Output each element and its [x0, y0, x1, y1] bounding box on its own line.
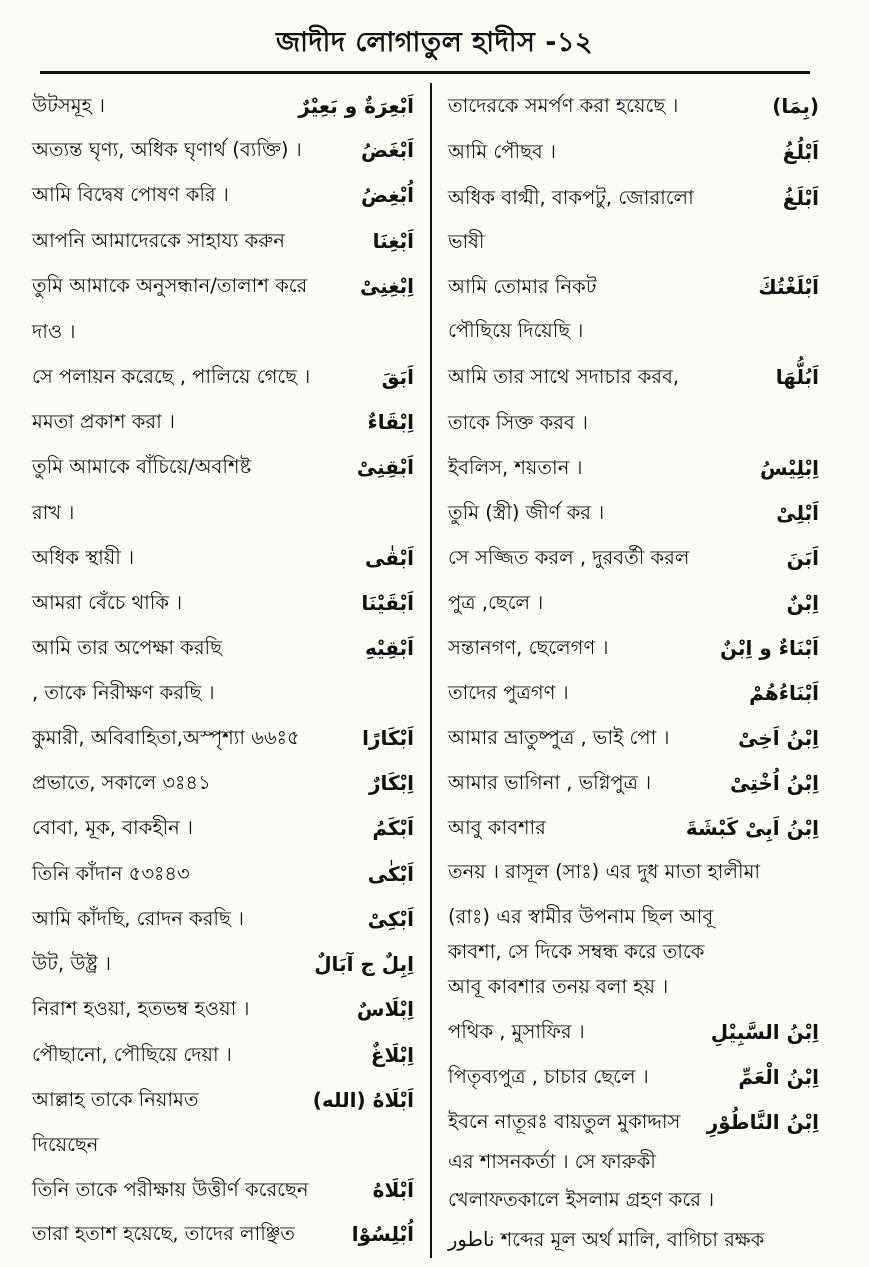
entry-row	[432, 628, 869, 668]
entry-row	[432, 267, 869, 307]
arabic-headword: اَبْقَيْنَا	[361, 591, 414, 615]
arabic-headword: اَبْنَاءٌ و اِبْنٌ	[720, 636, 819, 660]
bengali-meaning: তাদেরকে সমর্পণ করা হয়েছে ।	[448, 94, 679, 117]
bengali-meaning: আমি বিদ্বেষ পোষণ করি ।	[32, 183, 229, 206]
bengali-meaning: তনয় । রাসূল (সাঃ) এর দুধ মাতা হালীমা	[448, 860, 761, 883]
entry-row	[0, 493, 430, 533]
entry-row	[0, 854, 430, 894]
bengali-meaning: ভাষী	[448, 230, 485, 253]
entry-row	[0, 1080, 430, 1120]
bengali-meaning: আমি তার সাথে সদাচার করব,	[448, 365, 680, 388]
entry-row	[0, 447, 430, 487]
arabic-headword: اِبْنُ السَّبِيْلِ	[710, 1020, 819, 1044]
arabic-headword: اَبْلَغْتُكَ	[758, 275, 819, 299]
bengali-meaning: পৌছানো, পৌছিয়ে দেয়া ।	[32, 1043, 232, 1066]
entry-row	[0, 357, 430, 397]
bengali-meaning: (রাঃ) এর স্বামীর উপনাম ছিল আবূ	[448, 905, 714, 928]
arabic-headword: اَبْغَضُ	[361, 138, 414, 162]
entry-row	[432, 493, 869, 533]
arabic-headword: اَبْكِىْ	[367, 907, 414, 931]
entry-row	[432, 222, 869, 262]
header-divider	[40, 71, 810, 74]
entry-row	[432, 538, 869, 578]
entry-row	[0, 312, 430, 352]
entry-row	[0, 944, 430, 984]
entry-row	[432, 311, 869, 351]
bengali-meaning: তুমি আমাকে অনুসন্ধান/তালাশ করে	[32, 274, 308, 297]
arabic-headword: اَبْكَارًا	[362, 726, 414, 750]
arabic-headword: اَبْلِىْ	[776, 501, 819, 525]
entry-row	[432, 1142, 869, 1182]
bengali-meaning: আবু কাবশার	[448, 816, 546, 839]
bengali-meaning: অধিক বাগ্মী, বাকপটু, জোরালো	[448, 186, 694, 209]
entry-row	[432, 1057, 869, 1097]
entry-row	[432, 763, 869, 803]
bengali-meaning: আমরা বেঁচে থাকি ।	[32, 591, 183, 614]
entry-row	[0, 130, 430, 170]
bengali-meaning: আমি তোমার নিকট	[448, 275, 597, 298]
bengali-meaning: তারা হতাশ হয়েছে, তাদের লাঞ্ছিত	[32, 1222, 295, 1245]
arabic-headword: اَبْلَاهُ	[372, 1178, 414, 1202]
arabic-headword: اِبْنُ النَّاطُوْرِ	[706, 1110, 819, 1134]
entry-row	[432, 357, 869, 397]
page-title: জাদীদ লোগাতুল হাদীস -১২	[275, 27, 594, 58]
bengali-meaning: ইবনে নাতূরঃ বায়তুল মুকাদ্দাস	[448, 1110, 681, 1133]
entry-row	[432, 86, 869, 126]
arabic-headword: اِبْنُ الْعَمِّ	[738, 1065, 819, 1089]
entry-row	[0, 538, 430, 578]
arabic-headword: اُبْلِسُوْا	[351, 1222, 414, 1246]
entry-row	[0, 1125, 430, 1165]
entry-row	[0, 989, 430, 1029]
bengali-meaning: ناطور শব্দের মূল অর্থ মালি, বাগিচা রক্ষক	[448, 1228, 765, 1251]
entry-row	[432, 967, 869, 1007]
entry-row	[0, 221, 430, 261]
arabic-headword: اَبْقِنِىْ	[356, 455, 414, 479]
arabic-headword: اَبْلَغُ	[782, 186, 819, 210]
entry-row	[432, 1220, 869, 1260]
bengali-meaning: খেলাফতকালে ইসলাম গ্রহণ করে ।	[448, 1188, 715, 1211]
entry-row	[0, 673, 430, 713]
entry-row	[0, 718, 430, 758]
bengali-meaning: দিয়েছেন	[32, 1133, 99, 1156]
bengali-meaning: পুত্র ,ছেলে ।	[448, 591, 544, 614]
bengali-meaning: মমতা প্রকাশ করা ।	[32, 410, 175, 433]
entry-row	[0, 1035, 430, 1075]
arabic-headword: اِبْلِيْسُ	[760, 456, 819, 480]
entry-row	[432, 897, 869, 937]
entry-row	[0, 899, 430, 939]
arabic-headword: اِبِلٌ ج آبَالٌ	[314, 952, 414, 976]
arabic-headword: اِبْقَاءٌ	[367, 410, 414, 434]
entry-row	[432, 448, 869, 488]
arabic-headword: اَبْقِيْهِ	[364, 636, 414, 660]
bengali-meaning: পথিক , মুসাফির ।	[448, 1020, 585, 1043]
bengali-meaning: আবূ কাবশার তনয় বলা হয় ।	[448, 975, 669, 998]
bengali-meaning: আমি তার অপেক্ষা করছি	[32, 636, 222, 659]
entry-row	[0, 1170, 430, 1210]
bengali-meaning: এর শাসনকর্তা । সে ফারুকী	[448, 1150, 656, 1173]
entry-row	[432, 1012, 869, 1052]
bengali-meaning: , তাকে নিরীক্ষণ করছি ।	[32, 681, 215, 704]
entry-row	[432, 718, 869, 758]
bengali-meaning: পৌছিয়ে দিয়েছি ।	[448, 319, 584, 342]
arabic-headword: اَبْقٰى	[365, 546, 414, 570]
bengali-meaning: আমি পৌছব ।	[448, 140, 556, 163]
bengali-meaning: দাও ।	[32, 320, 76, 343]
bengali-meaning: আমি কাঁদছি, রোদন করছি ।	[32, 907, 244, 930]
entry-row	[432, 808, 869, 848]
bengali-meaning: সে পলায়ন করেছে , পালিয়ে গেছে ।	[32, 365, 311, 388]
bengali-meaning: তাকে সিক্ত করব ।	[448, 411, 588, 434]
entry-row	[0, 175, 430, 215]
bengali-meaning: কাবশা, সে দিকে সম্বন্ধ করে তাকে	[448, 940, 705, 963]
arabic-headword: اِبْلَاغٌ	[370, 1043, 414, 1067]
bengali-meaning: রাখ ।	[32, 501, 75, 524]
entry-row	[0, 763, 430, 803]
arabic-headword: اَبْكَمُ	[372, 816, 414, 840]
bengali-meaning: কুমারী, অবিবাহিতা,অস্পৃশ্যা ৬৬ঃ৫	[32, 726, 300, 749]
arabic-headword: اِبْنُ اَخِىْ	[738, 726, 819, 750]
entry-row	[0, 1214, 430, 1254]
arabic-headword: اَبْلَاهُ (الله)	[312, 1088, 414, 1112]
entry-row	[432, 673, 869, 713]
bengali-meaning: উটসমূহ ।	[32, 94, 105, 117]
arabic-headword: اِبْكَارٌ	[368, 771, 414, 795]
bengali-meaning: উট, উষ্ট্র ।	[32, 952, 111, 975]
entry-row	[0, 583, 430, 623]
bengali-meaning: তিনি কাঁদান ৫৩ঃ৪৩	[32, 862, 190, 885]
bengali-meaning: পিতৃব্যপুত্র , চাচার ছেলে ।	[448, 1065, 649, 1088]
arabic-headword: اُبْغِضُ	[361, 183, 414, 207]
entry-row	[432, 1180, 869, 1220]
arabic-headword: اَبُلُّهَا	[775, 365, 819, 389]
arabic-headword: اَبْغِنَا	[372, 229, 414, 253]
arabic-headword: اِبْنُ اُخْتِىْ	[730, 771, 819, 795]
bengali-meaning: তাদের পুত্রগণ ।	[448, 681, 569, 704]
entry-row	[0, 86, 430, 126]
arabic-headword: اَبْكٰى	[367, 862, 414, 886]
entry-row	[432, 403, 869, 443]
entry-row	[0, 402, 430, 442]
entry-row	[432, 932, 869, 972]
bengali-meaning: অধিক স্থায়ী ।	[32, 546, 135, 569]
entry-row	[432, 178, 869, 218]
arabic-headword: اَبْنَاءُهُمْ	[749, 681, 819, 705]
bengali-meaning: অত্যন্ত ঘৃণ্য, অধিক ঘৃণার্থ (ব্যক্তি) ।	[32, 138, 302, 161]
bengali-meaning: প্রভাতে, সকালে ৩ঃ৪১	[32, 771, 211, 794]
arabic-headword: اِبْنٌ	[786, 591, 819, 615]
entry-row	[0, 266, 430, 306]
arabic-headword: اِبْنُ اَبِىْ كَبْشَةَ	[685, 816, 819, 840]
bengali-meaning: তুমি (স্ত্রী) জীর্ণ কর ।	[448, 501, 605, 524]
bengali-meaning: আল্লাহ তাকে নিয়ামত	[32, 1088, 199, 1111]
arabic-headword: اَبَنَ	[786, 546, 819, 570]
entry-row	[432, 852, 869, 892]
bengali-meaning: বোবা, মূক, বাকহীন ।	[32, 816, 193, 839]
bengali-meaning: ইবলিস, শয়তান ।	[448, 456, 583, 479]
arabic-headword: اَبْلُغُ	[782, 140, 819, 164]
bengali-meaning: তুমি আমাকে বাঁচিয়ে/অবশিষ্ট	[32, 455, 252, 478]
entry-row	[432, 583, 869, 623]
bengali-meaning: আমার ভ্রাতুষ্পুত্র , ভাই পো ।	[448, 726, 670, 749]
entry-row	[0, 808, 430, 848]
arabic-headword: اِبْغِنِىْ	[359, 274, 414, 298]
bengali-meaning: সন্তানগণ, ছেলেগণ ।	[448, 636, 609, 659]
bengali-meaning: আমার ভাগিনা , ভগ্নিপুত্র ।	[448, 771, 652, 794]
entry-row	[0, 628, 430, 668]
bengali-meaning: নিরাশ হওয়া, হতভম্ব হওয়া ।	[32, 997, 250, 1020]
arabic-headword: اَبْعِرَةٌ و بَعِيْرٌ	[298, 94, 414, 118]
bengali-meaning: তিনি তাকে পরীক্ষায় উত্তীর্ণ করেছেন	[32, 1178, 309, 1201]
entry-row	[432, 132, 869, 172]
bengali-meaning: সে সজ্জিত করল , দুরবর্তী করল	[448, 546, 690, 569]
arabic-headword: اَبَقَ	[381, 365, 414, 389]
entry-row	[432, 1102, 869, 1142]
bengali-meaning: আপনি আমাদেরকে সাহায্য করুন	[32, 229, 285, 252]
arabic-headword: اِبْلَاسٌ	[356, 997, 414, 1021]
arabic-headword: (بِمَا)	[772, 94, 819, 118]
